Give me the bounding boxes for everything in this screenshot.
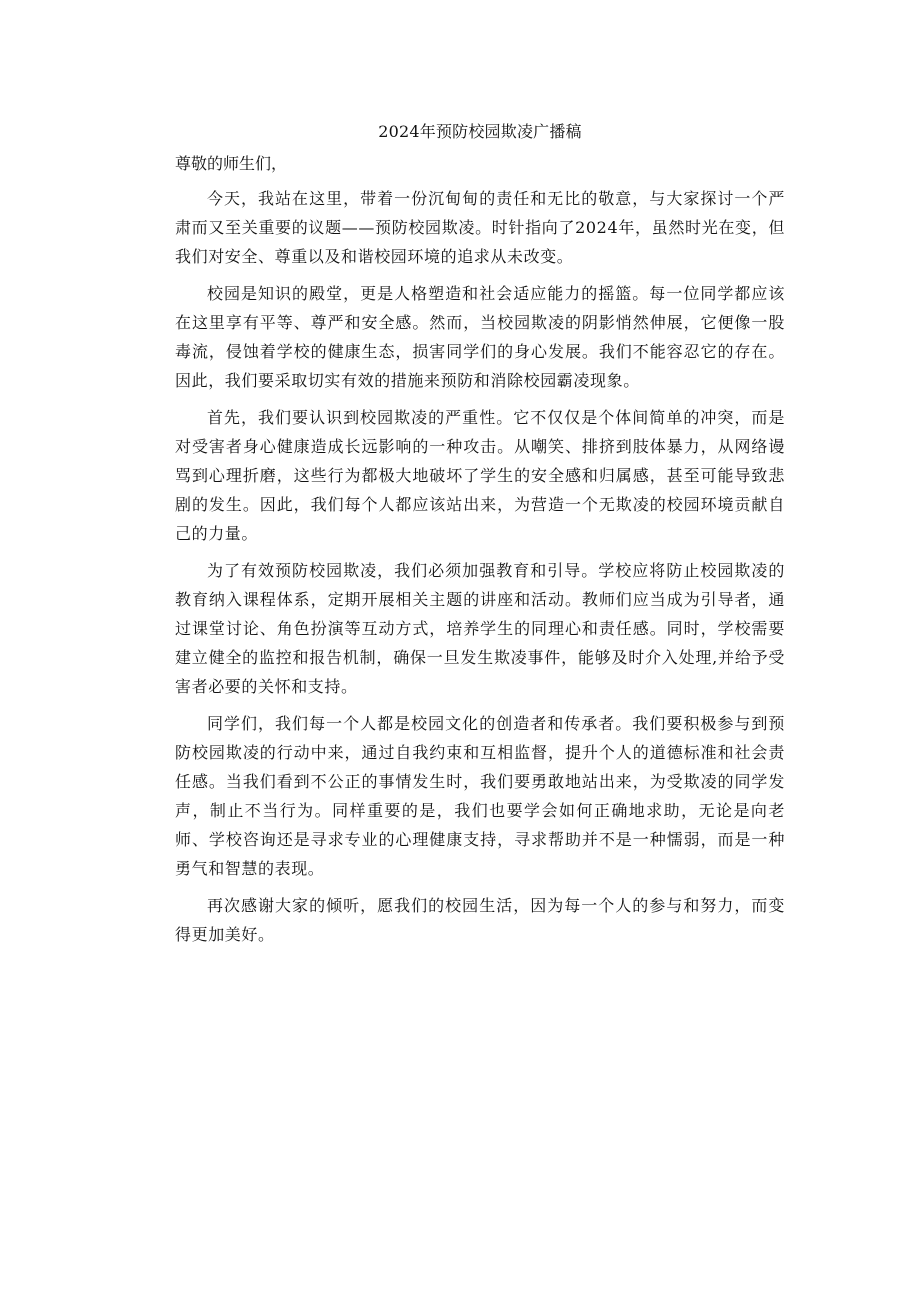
document-title: 2024年预防校园欺凌广播稿 — [378, 122, 582, 141]
salutation: 尊敬的师生们， — [175, 154, 288, 173]
paragraph-2: 校园是知识的殿堂，更是人格塑造和社会适应能力的摇篮。每一位同学都应该在这里享有平等、尊严和安全感。然而，当校园欺凌的阴影悄然伸展，它便像一股毒流，侵蚀着学校的健康生态，损害同学们的身心发展。我们不能容忍它的存在。因此，我们要采取切实有效的措施来预防和消除校园霸凌现象。 — [175, 284, 785, 390]
paragraph-1: 今天，我站在这里，带着一份沉甸甸的责任和无比的敬意，与大家探讨一个严肃而又至关重要的议题——预防校园欺凌。时针指向了2024年，虽然时光在变，但我们对安全、尊重以及和谐校园环境的追求从未改变。 — [175, 189, 785, 266]
document-body — [175, 119, 785, 957]
paragraph-3: 首先，我们要认识到校园欺凌的严重性。它不仅仅是个体间简单的冲突，而是对受害者身心健康造成长远影响的一种攻击。从嘲笑、排挤到肢体暴力，从网络谩骂到心理折磨，这些行为都极大地破坏了学生的安全感和归属感，甚至可能导致悲剧的发生。因此，我们每个人都应该站出来，为营造一个无欺凌的校园环境贡献自己的力量。 — [175, 408, 785, 543]
paragraph-6: 再次感谢大家的倾听，愿我们的校园生活，因为每一个人的参与和努力，而变得更加美好。 — [175, 896, 785, 944]
paragraph-4: 为了有效预防校园欺凌，我们必须加强教育和引导。学校应将防止校园欺凌的教育纳入课程体系，定期开展相关主题的讲座和活动。教师们应当成为引导者，通过课堂讨论、角色扮演等互动方式，培养学生的同理心和责任感。同时，学校需要建立健全的监控和报告机制，确保一旦发生欺凌事件，能够及时介入处理,并给予受害者必要的关怀和支持。 — [175, 561, 785, 696]
paragraph-5: 同学们，我们每一个人都是校园文化的创造者和传承者。我们要积极参与到预防校园欺凌的行动中来，通过自我约束和互相监督，提升个人的道德标准和社会责任感。当我们看到不公正的事情发生时，我们要勇敢地站出来，为受欺凌的同学发声，制止不当行为。同样重要的是，我们也要学会如何正确地求助，无论是向老师、学校咨询还是寻求专业的心理健康支持，寻求帮助并不是一种懦弱，而是一种勇气和智慧的表现。 — [175, 714, 785, 878]
